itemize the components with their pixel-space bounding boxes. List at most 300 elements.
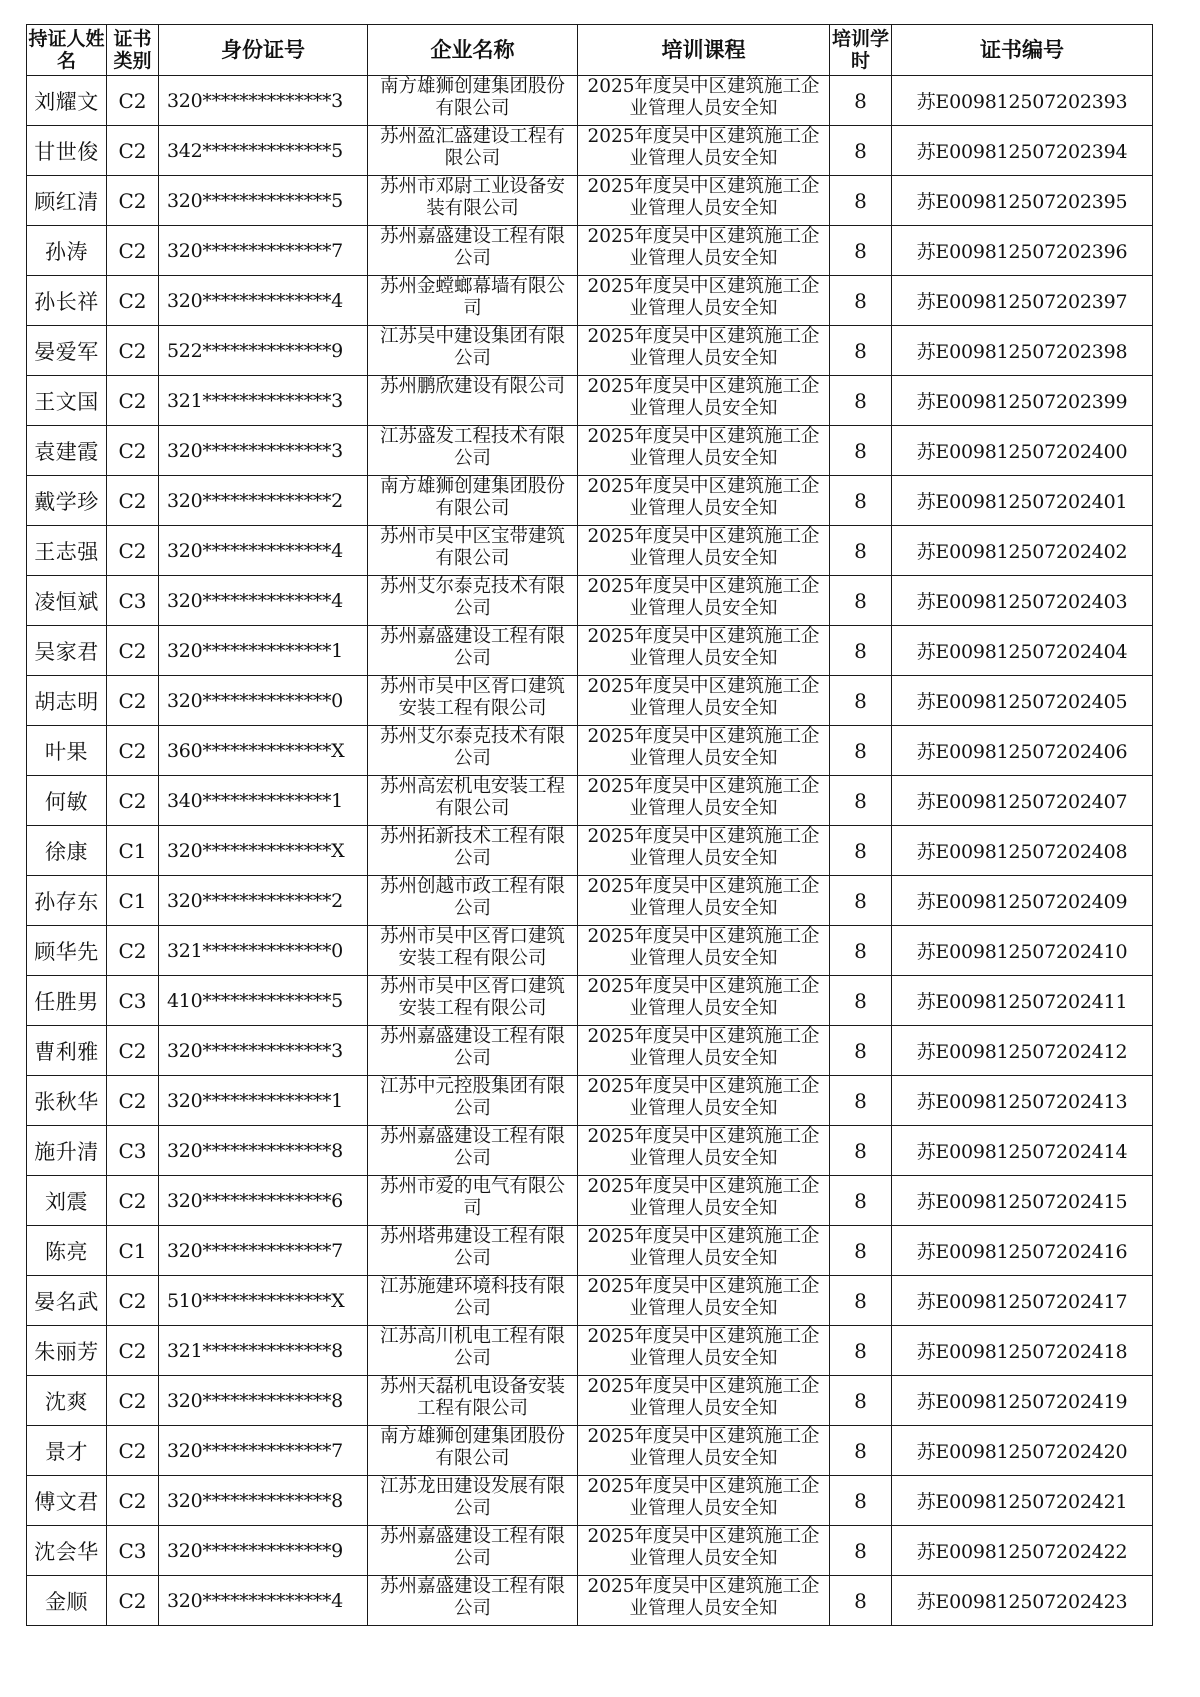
cell-holder-name: 沈会华: [27, 1526, 107, 1576]
header-holder-name: 持证人姓名: [27, 25, 107, 76]
cell-cert-number: 苏E009812507202398: [892, 326, 1153, 376]
cell-cert-type: C2: [107, 776, 159, 826]
cell-holder-name: 晏名武: [27, 1276, 107, 1326]
cell-holder-name: 顾红清: [27, 176, 107, 226]
cell-holder-name: 甘世俊: [27, 126, 107, 176]
cell-holder-name: 朱丽芳: [27, 1326, 107, 1376]
cell-company-text: 江苏盛发工程技术有限公司: [379, 426, 565, 469]
cell-cert-number: 苏E009812507202393: [892, 76, 1153, 126]
cell-cert-number: 苏E009812507202415: [892, 1176, 1153, 1226]
cell-cert-type: C2: [107, 226, 159, 276]
cell-course: [578, 576, 830, 626]
cell-id-number: 320**************5: [159, 176, 368, 226]
cell-course: [578, 776, 830, 826]
cell-id-number: 320**************7: [159, 1426, 368, 1476]
cell-id-number: 320**************4: [159, 1576, 368, 1626]
cell-course: [578, 1326, 830, 1376]
cell-course-text: 2025年度吴中区建筑施工企业管理人员安全知: [587, 1426, 820, 1469]
table-row: [27, 1226, 1153, 1276]
cell-hours: 8: [830, 376, 892, 426]
cell-holder-name: 戴学珍: [27, 476, 107, 526]
cell-cert-number: 苏E009812507202413: [892, 1076, 1153, 1126]
cell-course-text: 2025年度吴中区建筑施工企业管理人员安全知: [587, 576, 820, 619]
cell-company: [368, 1476, 578, 1526]
cell-cert-type: C3: [107, 576, 159, 626]
cell-course: [578, 426, 830, 476]
cell-company: [368, 226, 578, 276]
cell-holder-name: 刘震: [27, 1176, 107, 1226]
cell-id-number: 410**************5: [159, 976, 368, 1026]
cell-holder-name: 沈爽: [27, 1376, 107, 1426]
table-row: [27, 1326, 1153, 1376]
cell-hours: 8: [830, 726, 892, 776]
cell-id-number: 320**************4: [159, 276, 368, 326]
cell-id-number: 320**************7: [159, 226, 368, 276]
cell-hours: 8: [830, 476, 892, 526]
cell-hours: 8: [830, 676, 892, 726]
cell-course-text: 2025年度吴中区建筑施工企业管理人员安全知: [587, 526, 820, 569]
cell-id-number: 510**************X: [159, 1276, 368, 1326]
cell-holder-name: 胡志明: [27, 676, 107, 726]
cell-company-text: 南方雄狮创建集团股份有限公司: [379, 476, 565, 519]
cell-company-text: 江苏吴中建设集团有限公司: [379, 326, 565, 369]
cell-id-number: 320**************6: [159, 1176, 368, 1226]
cell-course: [578, 1426, 830, 1476]
cell-cert-number: 苏E009812507202401: [892, 476, 1153, 526]
cell-company-text: 苏州嘉盛建设工程有限公司: [379, 1576, 565, 1619]
cell-course: [578, 1076, 830, 1126]
cell-company: [368, 326, 578, 376]
cell-hours: 8: [830, 1126, 892, 1176]
cell-course: [578, 1276, 830, 1326]
cell-course-text: 2025年度吴中区建筑施工企业管理人员安全知: [587, 1476, 820, 1519]
table-row: [27, 1026, 1153, 1076]
cell-company: [368, 1526, 578, 1576]
cell-cert-type: C1: [107, 876, 159, 926]
cell-id-number: 320**************X: [159, 826, 368, 876]
cell-cert-number: 苏E009812507202407: [892, 776, 1153, 826]
table-row: [27, 376, 1153, 426]
cell-cert-type: C2: [107, 326, 159, 376]
header-company: 企业名称: [368, 25, 578, 76]
cell-company: [368, 1026, 578, 1076]
cell-company: [368, 576, 578, 626]
cell-course-text: 2025年度吴中区建筑施工企业管理人员安全知: [587, 876, 820, 919]
cell-course: [578, 1176, 830, 1226]
cell-course: [578, 226, 830, 276]
table-row: [27, 1426, 1153, 1476]
cell-holder-name: 金顺: [27, 1576, 107, 1626]
cell-cert-number: 苏E009812507202408: [892, 826, 1153, 876]
cell-course-text: 2025年度吴中区建筑施工企业管理人员安全知: [587, 726, 820, 769]
cell-company: [368, 526, 578, 576]
cell-holder-name: 任胜男: [27, 976, 107, 1026]
cell-company: [368, 1426, 578, 1476]
cell-id-number: 340**************1: [159, 776, 368, 826]
header-row: [27, 25, 1153, 76]
cell-course: [578, 376, 830, 426]
table-row: [27, 926, 1153, 976]
cell-cert-number: 苏E009812507202421: [892, 1476, 1153, 1526]
cell-course-text: 2025年度吴中区建筑施工企业管理人员安全知: [587, 476, 820, 519]
cell-company-text: 苏州嘉盛建设工程有限公司: [379, 1526, 565, 1569]
cell-course-text: 2025年度吴中区建筑施工企业管理人员安全知: [587, 1276, 820, 1319]
cell-cert-type: C2: [107, 1376, 159, 1426]
cell-cert-type: C2: [107, 176, 159, 226]
cell-hours: 8: [830, 1526, 892, 1576]
cell-company-text: 苏州天磊机电设备安装工程有限公司: [379, 1376, 565, 1419]
cell-company: [368, 1576, 578, 1626]
cell-company-text: 苏州市吴中区胥口建筑安装工程有限公司: [379, 926, 565, 969]
cell-hours: 8: [830, 926, 892, 976]
cell-company: [368, 1176, 578, 1226]
cell-cert-number: 苏E009812507202419: [892, 1376, 1153, 1426]
cell-hours: 8: [830, 276, 892, 326]
cell-course-text: 2025年度吴中区建筑施工企业管理人员安全知: [587, 1176, 820, 1219]
cell-company-text: 苏州市吴中区胥口建筑安装工程有限公司: [379, 676, 565, 719]
header-hours: 培训学时: [830, 25, 892, 76]
cell-company: [368, 426, 578, 476]
cell-cert-number: 苏E009812507202417: [892, 1276, 1153, 1326]
cell-cert-type: C2: [107, 76, 159, 126]
cell-hours: 8: [830, 1176, 892, 1226]
cell-cert-type: C2: [107, 426, 159, 476]
cell-cert-type: C3: [107, 1526, 159, 1576]
cell-company: [368, 476, 578, 526]
cell-hours: 8: [830, 1026, 892, 1076]
header-cert-number: 证书编号: [892, 25, 1153, 76]
table-row: [27, 76, 1153, 126]
cell-course: [578, 326, 830, 376]
cell-course: [578, 76, 830, 126]
cell-company: [368, 1226, 578, 1276]
cell-hours: 8: [830, 1076, 892, 1126]
cell-company-text: 苏州盈汇盛建设工程有限公司: [379, 126, 565, 169]
cell-holder-name: 何敏: [27, 776, 107, 826]
cell-company-text: 苏州创越市政工程有限公司: [379, 876, 565, 919]
cell-course-text: 2025年度吴中区建筑施工企业管理人员安全知: [587, 776, 820, 819]
cell-company: [368, 976, 578, 1026]
cell-holder-name: 吴家君: [27, 626, 107, 676]
cell-company-text: 苏州高宏机电安装工程有限公司: [379, 776, 565, 819]
cell-company-text: 苏州市吴中区宝带建筑有限公司: [379, 526, 565, 569]
cell-holder-name: 孙涛: [27, 226, 107, 276]
cell-cert-type: C3: [107, 1126, 159, 1176]
cell-holder-name: 陈亮: [27, 1226, 107, 1276]
cell-cert-type: C2: [107, 1426, 159, 1476]
certificate-table: [26, 24, 1153, 1626]
cell-cert-number: 苏E009812507202400: [892, 426, 1153, 476]
cell-hours: 8: [830, 826, 892, 876]
table-row: [27, 1126, 1153, 1176]
cell-company: [368, 1376, 578, 1426]
cell-course-text: 2025年度吴中区建筑施工企业管理人员安全知: [587, 1076, 820, 1119]
cell-company: [368, 1126, 578, 1176]
cell-company-text: 苏州拓新技术工程有限公司: [379, 826, 565, 869]
cell-id-number: 320**************2: [159, 876, 368, 926]
cell-hours: 8: [830, 1376, 892, 1426]
cell-course-text: 2025年度吴中区建筑施工企业管理人员安全知: [587, 76, 820, 119]
cell-holder-name: 张秋华: [27, 1076, 107, 1126]
cell-cert-number: 苏E009812507202404: [892, 626, 1153, 676]
cell-course-text: 2025年度吴中区建筑施工企业管理人员安全知: [587, 826, 820, 869]
table-row: [27, 526, 1153, 576]
cell-cert-type: C2: [107, 1276, 159, 1326]
cell-cert-number: 苏E009812507202405: [892, 676, 1153, 726]
cell-course: [578, 1126, 830, 1176]
cell-cert-number: 苏E009812507202394: [892, 126, 1153, 176]
cell-id-number: 320**************1: [159, 1076, 368, 1126]
cell-cert-type: C1: [107, 1226, 159, 1276]
header-course: 培训课程: [578, 25, 830, 76]
cell-hours: 8: [830, 176, 892, 226]
cell-id-number: 320**************3: [159, 76, 368, 126]
cell-course-text: 2025年度吴中区建筑施工企业管理人员安全知: [587, 926, 820, 969]
cell-hours: 8: [830, 1476, 892, 1526]
cell-course: [578, 126, 830, 176]
table-row: [27, 876, 1153, 926]
table-row: [27, 1076, 1153, 1126]
cell-holder-name: 曹利雅: [27, 1026, 107, 1076]
cell-company: [368, 776, 578, 826]
cell-cert-number: 苏E009812507202418: [892, 1326, 1153, 1376]
cell-company-text: 苏州艾尔泰克技术有限公司: [379, 726, 565, 769]
cell-cert-type: C2: [107, 526, 159, 576]
table-row: [27, 676, 1153, 726]
cell-cert-type: C2: [107, 926, 159, 976]
cell-id-number: 342**************5: [159, 126, 368, 176]
cell-id-number: 320**************3: [159, 426, 368, 476]
cell-cert-number: 苏E009812507202414: [892, 1126, 1153, 1176]
cell-company-text: 江苏高川机电工程有限公司: [379, 1326, 565, 1369]
table-row: [27, 1576, 1153, 1626]
cell-holder-name: 孙存东: [27, 876, 107, 926]
table-row: [27, 476, 1153, 526]
cell-hours: 8: [830, 976, 892, 1026]
table-row: [27, 976, 1153, 1026]
cell-cert-number: 苏E009812507202399: [892, 376, 1153, 426]
cell-cert-type: C2: [107, 726, 159, 776]
cell-course: [578, 1376, 830, 1426]
cell-id-number: 320**************8: [159, 1126, 368, 1176]
cell-company-text: 苏州市爱的电气有限公司: [379, 1176, 565, 1219]
cell-id-number: 320**************2: [159, 476, 368, 526]
cell-course-text: 2025年度吴中区建筑施工企业管理人员安全知: [587, 976, 820, 1019]
cell-hours: 8: [830, 76, 892, 126]
cell-hours: 8: [830, 526, 892, 576]
table-row: [27, 726, 1153, 776]
cell-company-text: 苏州嘉盛建设工程有限公司: [379, 226, 565, 269]
cell-id-number: 321**************0: [159, 926, 368, 976]
cell-cert-type: C2: [107, 1576, 159, 1626]
cell-cert-type: C2: [107, 476, 159, 526]
cell-company-text: 苏州嘉盛建设工程有限公司: [379, 626, 565, 669]
cell-course-text: 2025年度吴中区建筑施工企业管理人员安全知: [587, 626, 820, 669]
cell-course-text: 2025年度吴中区建筑施工企业管理人员安全知: [587, 176, 820, 219]
cell-company: [368, 1076, 578, 1126]
cell-cert-number: 苏E009812507202420: [892, 1426, 1153, 1476]
cell-holder-name: 王志强: [27, 526, 107, 576]
table-row: [27, 1476, 1153, 1526]
cell-cert-number: 苏E009812507202395: [892, 176, 1153, 226]
cell-hours: 8: [830, 776, 892, 826]
cell-cert-type: C2: [107, 1076, 159, 1126]
cell-company: [368, 376, 578, 426]
cell-company: [368, 176, 578, 226]
cell-course-text: 2025年度吴中区建筑施工企业管理人员安全知: [587, 1576, 820, 1619]
cell-hours: 8: [830, 576, 892, 626]
cell-id-number: 321**************8: [159, 1326, 368, 1376]
cell-holder-name: 刘耀文: [27, 76, 107, 126]
cell-course-text: 2025年度吴中区建筑施工企业管理人员安全知: [587, 126, 820, 169]
cell-company-text: 苏州市吴中区胥口建筑安装工程有限公司: [379, 976, 565, 1019]
cell-hours: 8: [830, 1226, 892, 1276]
cell-holder-name: 凌恒斌: [27, 576, 107, 626]
cell-cert-number: 苏E009812507202412: [892, 1026, 1153, 1076]
cell-hours: 8: [830, 426, 892, 476]
cell-hours: 8: [830, 1326, 892, 1376]
cell-cert-type: C2: [107, 626, 159, 676]
cell-company: [368, 1276, 578, 1326]
cell-cert-type: C2: [107, 1476, 159, 1526]
cell-company-text: 江苏施建环境科技有限公司: [379, 1276, 565, 1319]
cell-company-text: 苏州塔弗建设工程有限公司: [379, 1226, 565, 1269]
cell-course-text: 2025年度吴中区建筑施工企业管理人员安全知: [587, 676, 820, 719]
table-row: [27, 326, 1153, 376]
cell-company: [368, 826, 578, 876]
cell-hours: 8: [830, 626, 892, 676]
cell-cert-number: 苏E009812507202402: [892, 526, 1153, 576]
table-row: [27, 576, 1153, 626]
cell-course-text: 2025年度吴中区建筑施工企业管理人员安全知: [587, 326, 820, 369]
table-row: [27, 226, 1153, 276]
cell-hours: 8: [830, 876, 892, 926]
cell-course-text: 2025年度吴中区建筑施工企业管理人员安全知: [587, 376, 820, 419]
cell-course-text: 2025年度吴中区建筑施工企业管理人员安全知: [587, 1026, 820, 1069]
cell-cert-number: 苏E009812507202423: [892, 1576, 1153, 1626]
cell-id-number: 321**************3: [159, 376, 368, 426]
cell-id-number: 320**************3: [159, 1026, 368, 1076]
cell-company: [368, 676, 578, 726]
cell-holder-name: 孙长祥: [27, 276, 107, 326]
cell-holder-name: 袁建霞: [27, 426, 107, 476]
cell-cert-type: C2: [107, 376, 159, 426]
cell-company: [368, 76, 578, 126]
cell-course: [578, 1476, 830, 1526]
cell-holder-name: 傅文君: [27, 1476, 107, 1526]
cell-cert-type: C2: [107, 126, 159, 176]
cell-course-text: 2025年度吴中区建筑施工企业管理人员安全知: [587, 276, 820, 319]
cell-holder-name: 景才: [27, 1426, 107, 1476]
header-cert-type: 证书类别: [107, 25, 159, 76]
cell-cert-number: 苏E009812507202410: [892, 926, 1153, 976]
cell-id-number: 320**************4: [159, 576, 368, 626]
table-row: [27, 1276, 1153, 1326]
cell-course: [578, 826, 830, 876]
table-row: [27, 1176, 1153, 1226]
cell-company-text: 苏州市邓尉工业设备安装有限公司: [379, 176, 565, 219]
table-row: [27, 826, 1153, 876]
cell-cert-number: 苏E009812507202396: [892, 226, 1153, 276]
cell-course-text: 2025年度吴中区建筑施工企业管理人员安全知: [587, 226, 820, 269]
cell-hours: 8: [830, 1426, 892, 1476]
cell-id-number: 320**************8: [159, 1476, 368, 1526]
cell-hours: 8: [830, 1576, 892, 1626]
cell-company-text: 江苏龙田建设发展有限公司: [379, 1476, 565, 1519]
cell-course-text: 2025年度吴中区建筑施工企业管理人员安全知: [587, 1226, 820, 1269]
cell-course-text: 2025年度吴中区建筑施工企业管理人员安全知: [587, 1326, 820, 1369]
cell-course-text: 2025年度吴中区建筑施工企业管理人员安全知: [587, 1526, 820, 1569]
cell-course: [578, 676, 830, 726]
cell-course: [578, 876, 830, 926]
cell-course-text: 2025年度吴中区建筑施工企业管理人员安全知: [587, 1126, 820, 1169]
cell-course: [578, 276, 830, 326]
table-row: [27, 276, 1153, 326]
cell-holder-name: 晏爱军: [27, 326, 107, 376]
cell-course: [578, 1226, 830, 1276]
cell-company-text: 苏州金螳螂幕墙有限公司: [379, 276, 565, 319]
cell-id-number: 320**************1: [159, 626, 368, 676]
cell-id-number: 320**************4: [159, 526, 368, 576]
cell-holder-name: 叶果: [27, 726, 107, 776]
cell-id-number: 320**************9: [159, 1526, 368, 1576]
cell-course: [578, 526, 830, 576]
cell-cert-type: C2: [107, 676, 159, 726]
cell-cert-number: 苏E009812507202397: [892, 276, 1153, 326]
cell-company-text: 苏州艾尔泰克技术有限公司: [379, 576, 565, 619]
cell-cert-number: 苏E009812507202409: [892, 876, 1153, 926]
cell-course: [578, 926, 830, 976]
cell-cert-type: C1: [107, 826, 159, 876]
cell-cert-type: C2: [107, 1176, 159, 1226]
cell-company: [368, 626, 578, 676]
table-row: [27, 626, 1153, 676]
cell-cert-number: 苏E009812507202416: [892, 1226, 1153, 1276]
cell-course-text: 2025年度吴中区建筑施工企业管理人员安全知: [587, 1376, 820, 1419]
cell-company-text: 南方雄狮创建集团股份有限公司: [379, 1426, 565, 1469]
cell-cert-type: C2: [107, 1026, 159, 1076]
cell-holder-name: 王文国: [27, 376, 107, 426]
cell-cert-number: 苏E009812507202403: [892, 576, 1153, 626]
cell-company: [368, 1326, 578, 1376]
cell-cert-number: 苏E009812507202411: [892, 976, 1153, 1026]
table-row: [27, 1376, 1153, 1426]
table-row: [27, 176, 1153, 226]
table-row: [27, 1526, 1153, 1576]
cell-company-text: 苏州嘉盛建设工程有限公司: [379, 1126, 565, 1169]
cell-cert-number: 苏E009812507202406: [892, 726, 1153, 776]
cell-course: [578, 726, 830, 776]
cell-company-text: 苏州嘉盛建设工程有限公司: [379, 1026, 565, 1069]
cell-company: [368, 926, 578, 976]
cell-course: [578, 476, 830, 526]
cell-company: [368, 276, 578, 326]
cell-hours: 8: [830, 226, 892, 276]
cell-id-number: 320**************8: [159, 1376, 368, 1426]
cell-id-number: 522**************9: [159, 326, 368, 376]
table-row: [27, 776, 1153, 826]
cell-cert-type: C3: [107, 976, 159, 1026]
cell-course-text: 2025年度吴中区建筑施工企业管理人员安全知: [587, 426, 820, 469]
cell-course: [578, 976, 830, 1026]
cell-course: [578, 1576, 830, 1626]
cell-hours: 8: [830, 126, 892, 176]
cell-company: [368, 876, 578, 926]
cell-course: [578, 176, 830, 226]
cell-company-text: 苏州鹏欣建设有限公司: [379, 376, 565, 397]
cell-hours: 8: [830, 326, 892, 376]
table-row: [27, 126, 1153, 176]
